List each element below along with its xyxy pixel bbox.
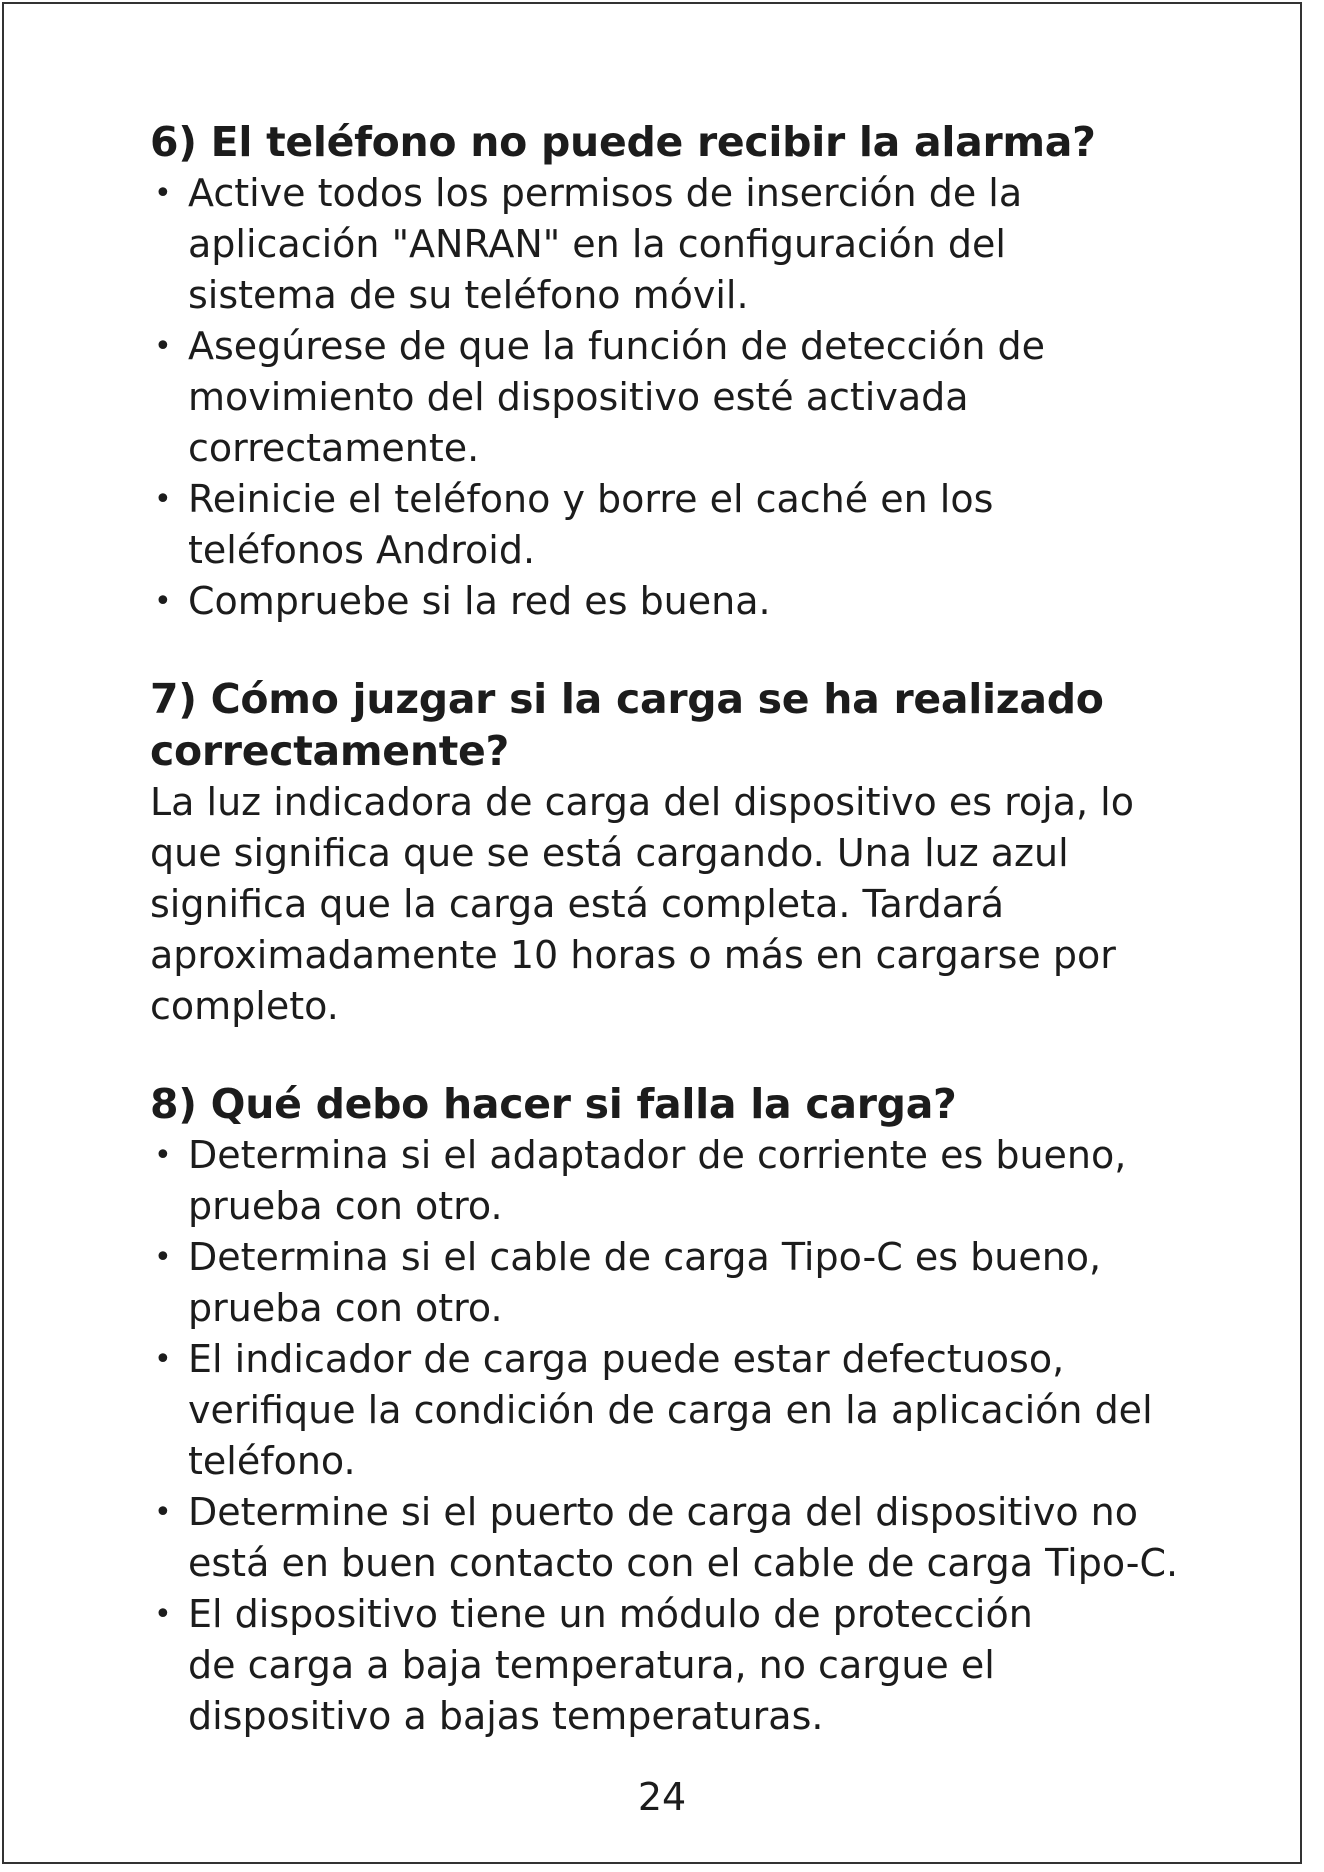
list-item: • Asegúrese de que la función de detección de movimiento del dispositivo esté activada correctamente. — [150, 321, 1290, 474]
page-content — [150, 116, 1290, 1742]
list-item: • Active todos los permisos de inserción de la aplicación "ANRAN" en la configuración del sistema de su teléfono móvil. — [150, 168, 1290, 321]
bullet-icon: • — [154, 1495, 172, 1530]
section-heading: 8) Qué debo hacer si falla la carga? — [150, 1080, 957, 1128]
list-item: • El dispositivo tiene un módulo de protección de carga a baja temperatura, no cargue el dispositivo a bajas temperaturas. — [150, 1589, 1290, 1742]
bullet-icon: • — [154, 482, 172, 517]
section-heading: 7) Cómo juzgar si la carga se ha realizado correctamente? — [150, 675, 1104, 775]
bullet-icon: • — [154, 1240, 172, 1275]
list-item: • El indicador de carga puede estar defectuoso, verifique la condición de carga en la aplicación del teléfono. — [150, 1334, 1290, 1487]
list-item: • Determina si el cable de carga Tipo-C es bueno, prueba con otro. — [150, 1232, 1290, 1334]
bullet-list — [150, 1130, 1290, 1742]
bullet-icon: • — [154, 329, 172, 364]
bullet-icon: • — [154, 1597, 172, 1632]
section-paragraph: La luz indicadora de carga del dispositivo es roja, lo que significa que se está cargando. Una luz azul significa que la carga está completa. Tardará aproximadamente 10 horas o más en cargarse por completo. — [150, 780, 1134, 1028]
bullet-icon: • — [154, 1342, 172, 1377]
bullet-list — [150, 168, 1290, 627]
list-item: • Compruebe si la red es buena. — [150, 576, 1290, 627]
page-number: 24 — [637, 1775, 687, 1819]
faq-section-6 — [150, 116, 1290, 627]
bullet-icon: • — [154, 584, 172, 619]
bullet-icon: • — [154, 176, 172, 211]
faq-section-8 — [150, 1078, 1290, 1742]
list-item: • Reinicie el teléfono y borre el caché en los teléfonos Android. — [150, 474, 1290, 576]
faq-section-7 — [150, 673, 1290, 1032]
bullet-icon: • — [154, 1138, 172, 1173]
list-item: • Determine si el puerto de carga del dispositivo no está en buen contacto con el cable de carga Tipo-C. — [150, 1487, 1290, 1589]
section-heading: 6) El teléfono no puede recibir la alarma? — [150, 118, 1096, 166]
list-item: • Determina si el adaptador de corriente es bueno, prueba con otro. — [150, 1130, 1290, 1232]
